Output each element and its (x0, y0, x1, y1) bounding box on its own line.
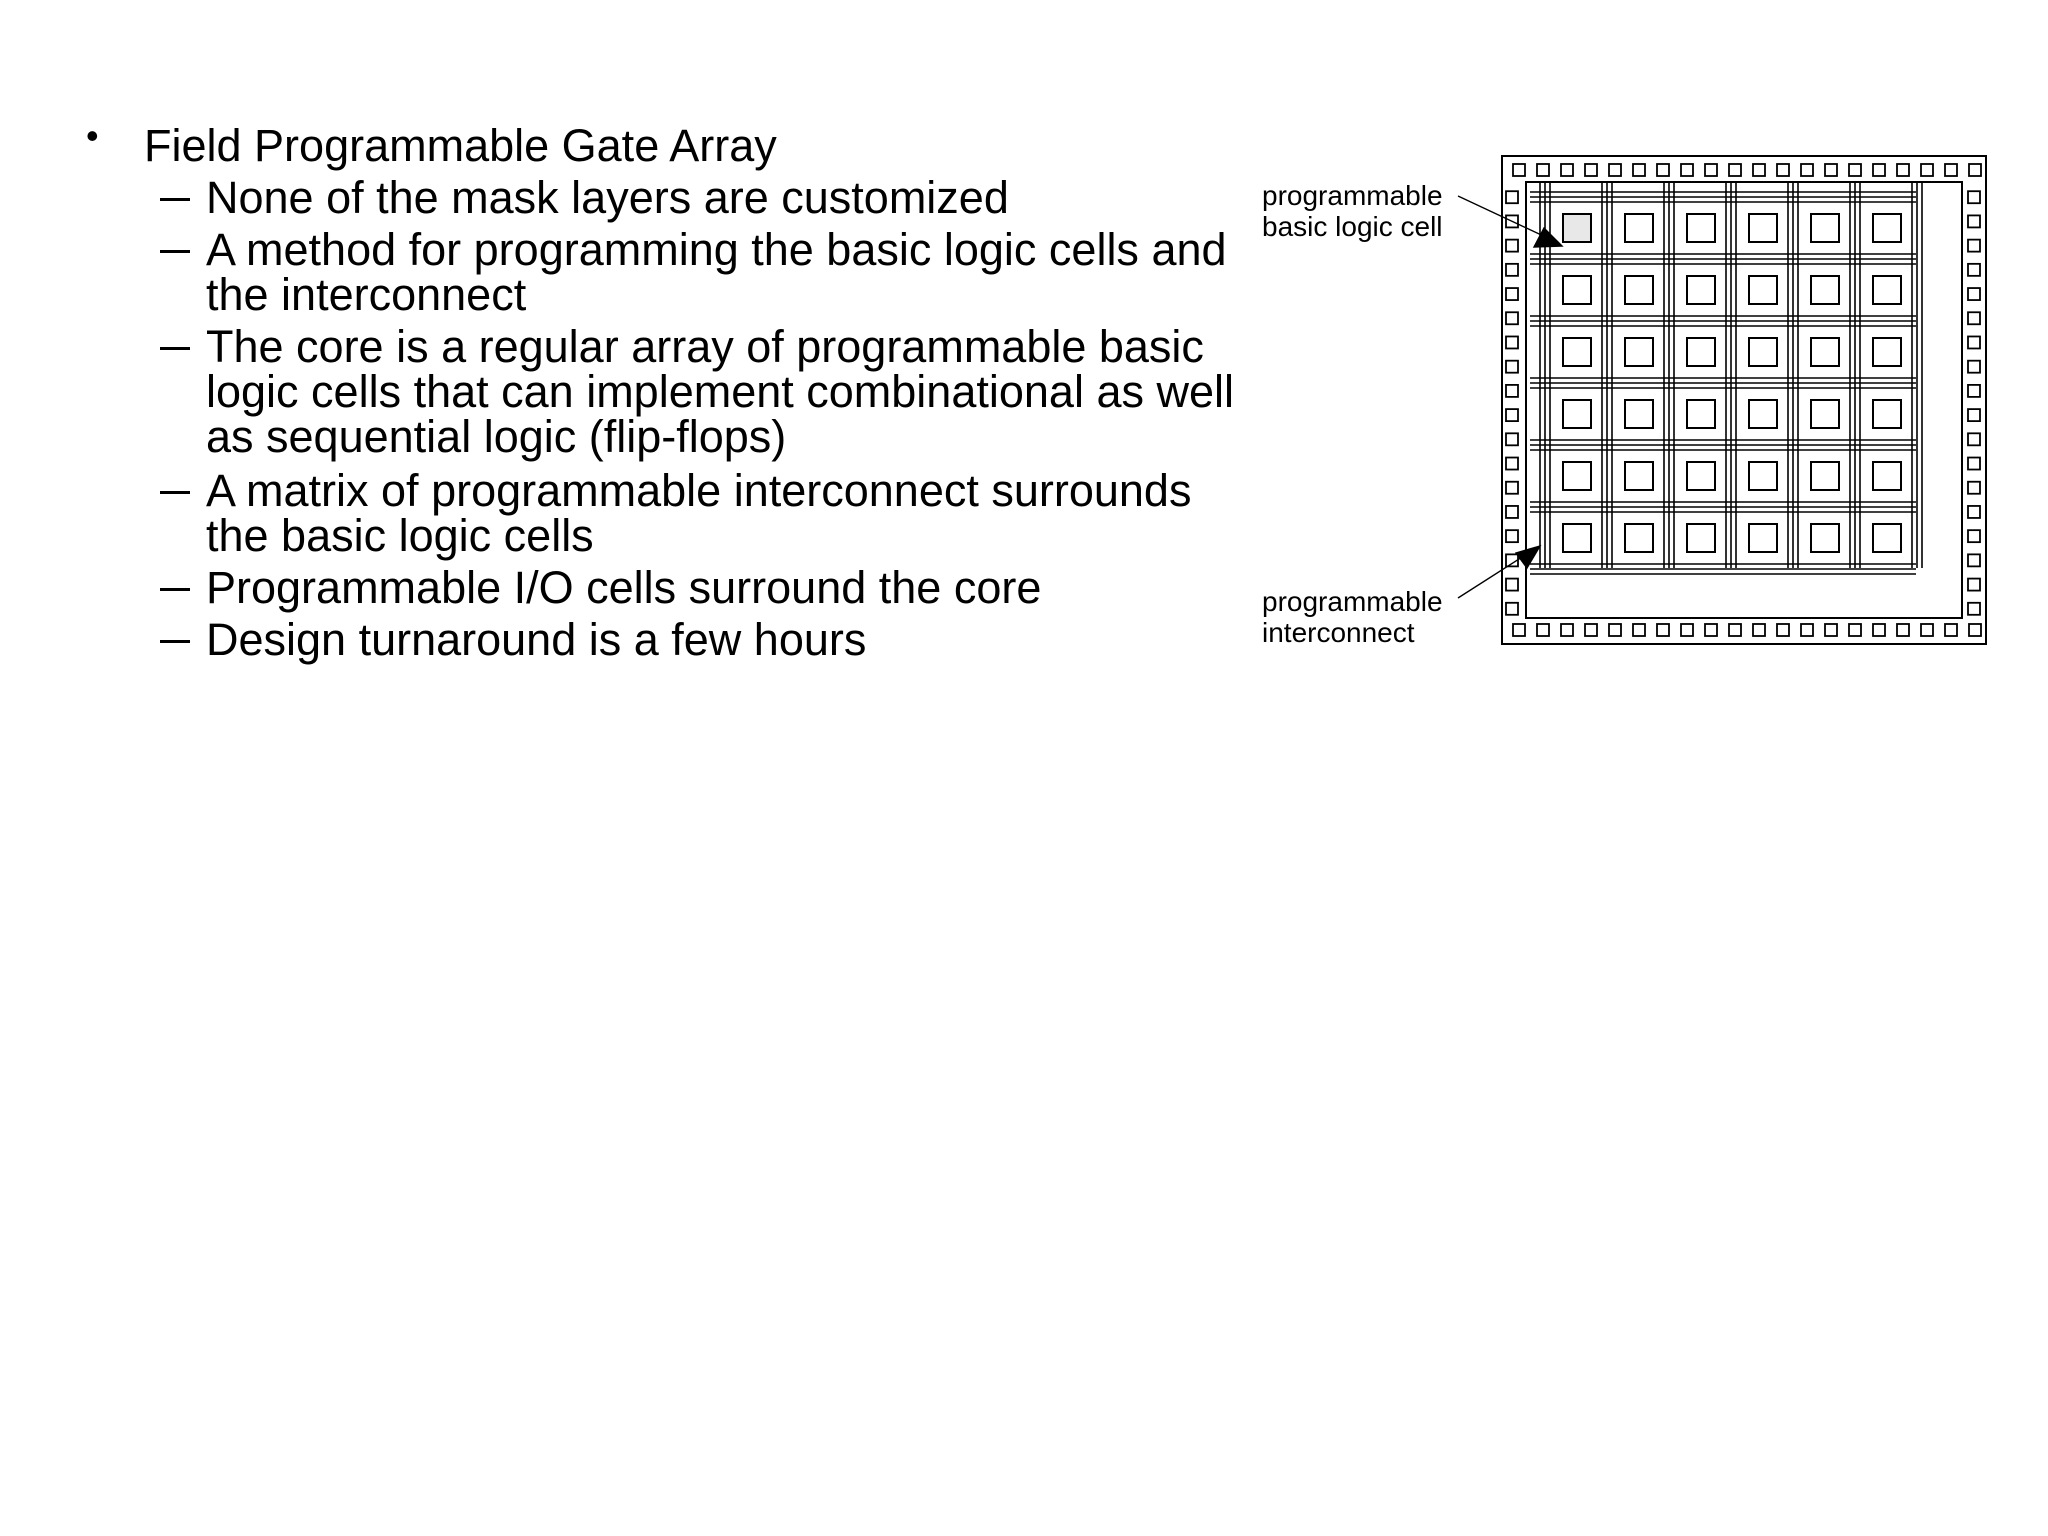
io-pad (1729, 164, 1741, 176)
sub-bullet-line: the interconnect (206, 269, 527, 320)
dash-marker (160, 588, 190, 591)
io-pad (1561, 164, 1573, 176)
io-pad (1537, 624, 1549, 636)
dash-marker (160, 198, 190, 201)
io-pad (1506, 603, 1518, 615)
io-pad (1633, 624, 1645, 636)
callout-line: basic logic cell (1262, 211, 1443, 242)
io-pad (1849, 624, 1861, 636)
io-pad (1945, 164, 1957, 176)
io-pad (1968, 361, 1980, 373)
io-pad (1801, 164, 1813, 176)
logic-cell (1811, 462, 1839, 490)
io-pad (1969, 164, 1981, 176)
sub-bullet-line: as sequential logic (flip-flops) (206, 411, 787, 462)
logic-cell (1625, 214, 1653, 242)
io-pad (1506, 458, 1518, 470)
logic-cell (1811, 524, 1839, 552)
io-pad (1753, 164, 1765, 176)
io-pad (1506, 506, 1518, 518)
io-pad (1506, 385, 1518, 397)
sub-bullet-6 (206, 614, 867, 665)
io-pad (1968, 603, 1980, 615)
io-pad (1513, 624, 1525, 636)
io-pad (1968, 240, 1980, 252)
slide-text-area (0, 0, 1240, 700)
io-pad (1968, 530, 1980, 542)
interconnect-arrow-line (1458, 552, 1530, 598)
sub-bullet-2 (206, 224, 1227, 320)
logic-cell (1687, 400, 1715, 428)
io-pad (1753, 624, 1765, 636)
callout-line: programmable (1262, 586, 1443, 617)
io-pad (1897, 624, 1909, 636)
logic-cell (1563, 524, 1591, 552)
io-pad (1968, 506, 1980, 518)
logic-cell (1811, 400, 1839, 428)
logic-cell (1563, 338, 1591, 366)
logic-cell (1873, 524, 1901, 552)
io-pad (1968, 336, 1980, 348)
io-pad (1921, 624, 1933, 636)
io-pad (1506, 482, 1518, 494)
sub-bullet-4 (206, 465, 1192, 561)
io-pad (1506, 579, 1518, 591)
io-pad (1969, 624, 1981, 636)
io-pad (1585, 164, 1597, 176)
io-pad (1897, 164, 1909, 176)
io-pad (1968, 288, 1980, 300)
logic-cell (1563, 276, 1591, 304)
io-pad (1657, 164, 1669, 176)
logic-cell (1749, 462, 1777, 490)
io-pad (1506, 361, 1518, 373)
dash-marker (160, 491, 190, 494)
logic-cell (1563, 462, 1591, 490)
io-pad (1705, 164, 1717, 176)
logic-cell (1625, 400, 1653, 428)
io-pad (1506, 312, 1518, 324)
logic-cell (1563, 400, 1591, 428)
sub-bullet-line: A matrix of programmable interconnect surrounds (206, 465, 1192, 516)
io-pad (1506, 264, 1518, 276)
logic-cell (1873, 462, 1901, 490)
io-pad (1585, 624, 1597, 636)
sub-bullet-line: A method for programming the basic logic cells and (206, 224, 1227, 275)
io-pad (1825, 624, 1837, 636)
io-pad (1506, 530, 1518, 542)
io-pad (1968, 554, 1980, 566)
io-pad (1968, 191, 1980, 203)
logic-cell (1625, 338, 1653, 366)
dash-marker (160, 347, 190, 350)
io-pad (1873, 624, 1885, 636)
io-pad (1681, 164, 1693, 176)
logic-cell (1749, 338, 1777, 366)
io-pad (1681, 624, 1693, 636)
logic-cell (1749, 400, 1777, 428)
io-pad (1657, 624, 1669, 636)
io-pad (1506, 433, 1518, 445)
sub-bullet-line: Programmable I/O cells surround the core (206, 562, 1042, 613)
io-pad (1777, 164, 1789, 176)
io-pad (1968, 433, 1980, 445)
io-pad (1801, 624, 1813, 636)
io-pad (1945, 624, 1957, 636)
sub-bullet-line: the basic logic cells (206, 510, 594, 561)
logic-cell (1625, 524, 1653, 552)
io-pad (1968, 482, 1980, 494)
io-pad (1506, 409, 1518, 421)
io-pad (1513, 164, 1525, 176)
io-pad (1849, 164, 1861, 176)
dash-marker (160, 250, 190, 253)
cell-arrowhead (1534, 228, 1562, 247)
io-pad (1968, 312, 1980, 324)
io-pad (1825, 164, 1837, 176)
fpga-diagram (1240, 140, 1990, 660)
io-pad (1609, 624, 1621, 636)
logic-cell (1687, 214, 1715, 242)
sub-bullet-3 (206, 321, 1234, 462)
logic-cell (1749, 524, 1777, 552)
io-pad (1609, 164, 1621, 176)
sub-bullet-line: logic cells that can implement combinational as well (206, 366, 1234, 417)
interconnect-callout-label (1262, 586, 1443, 648)
sub-bullet-line: Design turnaround is a few hours (206, 614, 867, 665)
io-pad (1968, 579, 1980, 591)
logic-cell (1873, 338, 1901, 366)
logic-cell (1687, 338, 1715, 366)
io-pad (1968, 215, 1980, 227)
logic-cell (1811, 276, 1839, 304)
logic-cell (1687, 524, 1715, 552)
main-bullet: Field Programmable Gate Array (144, 120, 777, 171)
sub-bullet-5 (206, 562, 1042, 613)
io-pad (1968, 458, 1980, 470)
io-pad (1705, 624, 1717, 636)
io-pad (1968, 264, 1980, 276)
sub-bullet-line: None of the mask layers are customized (206, 172, 1009, 223)
io-pad (1506, 191, 1518, 203)
io-pad (1506, 336, 1518, 348)
io-pad (1633, 164, 1645, 176)
logic-cell (1873, 214, 1901, 242)
io-pad (1561, 624, 1573, 636)
io-pad (1968, 409, 1980, 421)
bullet-dot: • (86, 115, 99, 156)
logic-cell (1625, 462, 1653, 490)
logic-cell (1811, 214, 1839, 242)
io-pad (1729, 624, 1741, 636)
io-pad (1921, 164, 1933, 176)
io-pad (1506, 240, 1518, 252)
cell-callout-label (1262, 180, 1443, 242)
callout-line: programmable (1262, 180, 1443, 211)
io-pad (1777, 624, 1789, 636)
logic-cell (1749, 214, 1777, 242)
dash-marker (160, 640, 190, 643)
sub-bullet-line: The core is a regular array of programmable basic (206, 321, 1204, 372)
io-pad (1537, 164, 1549, 176)
io-pad (1873, 164, 1885, 176)
logic-cell (1873, 276, 1901, 304)
logic-cell (1873, 400, 1901, 428)
io-pad (1968, 385, 1980, 397)
io-pad (1506, 288, 1518, 300)
callout-line: interconnect (1262, 617, 1415, 648)
logic-cell (1687, 462, 1715, 490)
logic-cell (1687, 276, 1715, 304)
logic-cell (1811, 338, 1839, 366)
sub-bullet-1 (206, 172, 1009, 223)
logic-cell (1625, 276, 1653, 304)
logic-cell (1749, 276, 1777, 304)
logic-cell (1563, 214, 1591, 242)
